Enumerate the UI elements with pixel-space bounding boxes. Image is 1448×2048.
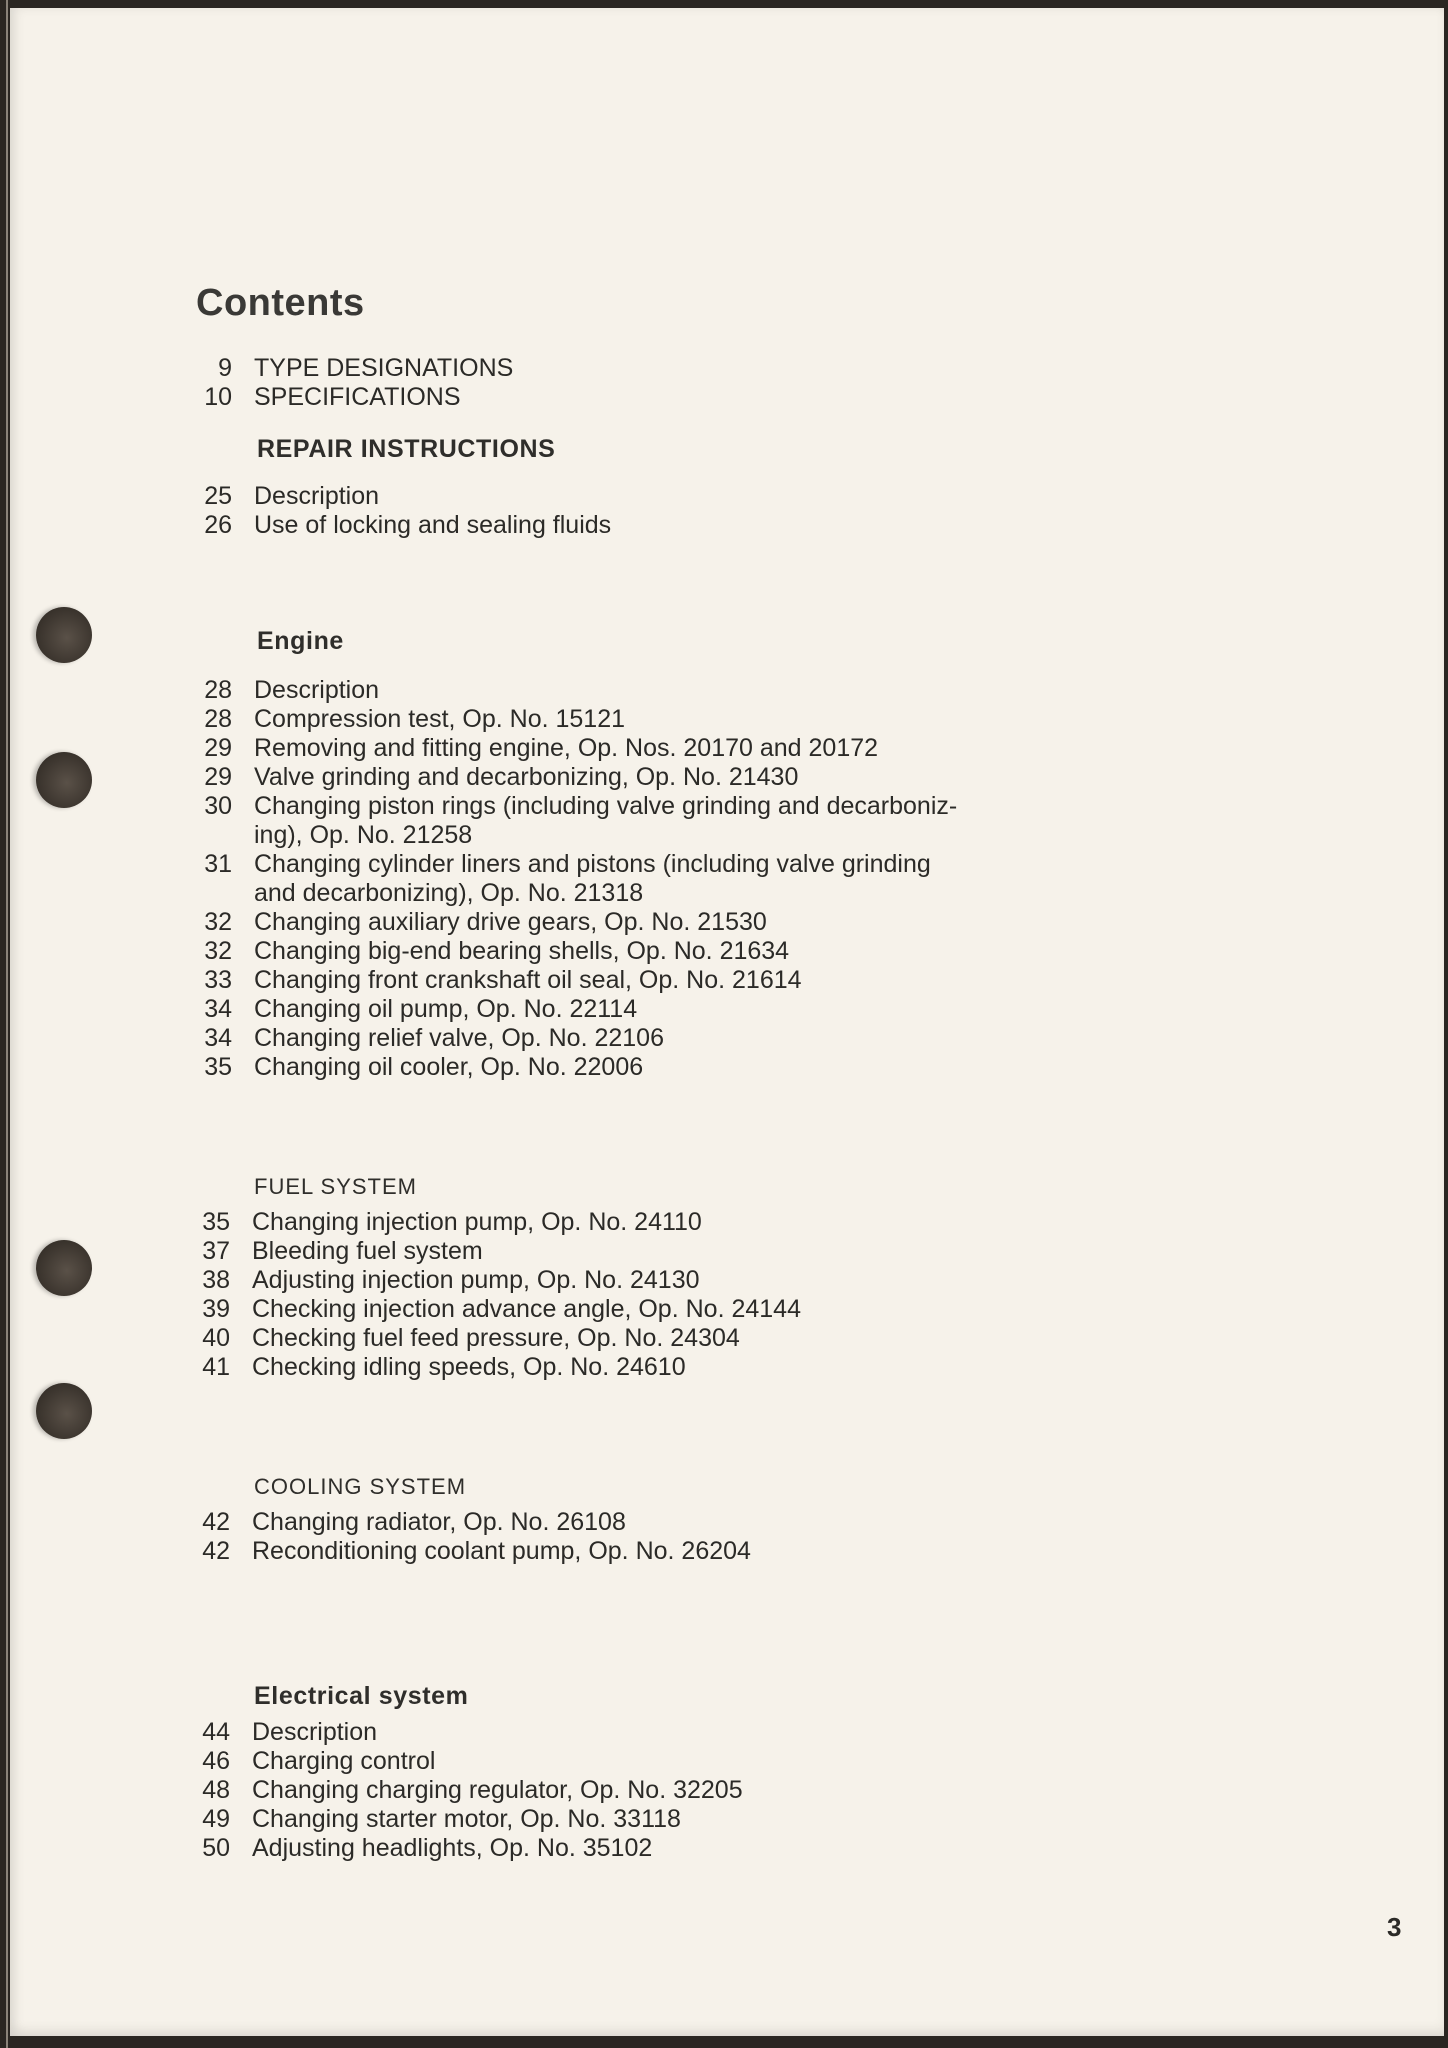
toc-entry-title: Changing auxiliary drive gears, Op. No. 21530 — [254, 908, 767, 936]
toc-entry-title: Checking injection advance angle, Op. No. 24144 — [252, 1295, 801, 1323]
toc-entry-title: SPECIFICATIONS — [254, 383, 461, 411]
toc-page-number: 49 — [202, 1805, 230, 1833]
toc-page-number: 42 — [202, 1508, 230, 1536]
toc-page-number: 29 — [204, 734, 232, 762]
toc-page-number: 38 — [202, 1266, 230, 1294]
toc-page-number: 44 — [202, 1718, 230, 1746]
toc-page-number: 9 — [218, 354, 232, 382]
section-heading-fuel: FUEL SYSTEM — [254, 1174, 417, 1199]
toc-entry-title: TYPE DESIGNATIONS — [254, 354, 514, 382]
section-heading-engine: Engine — [257, 627, 344, 655]
toc-page-number: 30 — [204, 792, 232, 820]
toc-page-number: 32 — [204, 937, 232, 965]
toc-entry-title: Charging control — [252, 1747, 436, 1775]
toc-entry-title: Changing big-end bearing shells, Op. No. 21634 — [254, 937, 790, 965]
toc-page-number: 40 — [202, 1324, 230, 1352]
toc-entry-title: Valve grinding and decarbonizing, Op. No. 21430 — [254, 763, 799, 791]
toc-entry-title: Changing radiator, Op. No. 26108 — [252, 1508, 626, 1536]
toc-page-number: 29 — [204, 763, 232, 791]
toc-page-number: 35 — [202, 1208, 230, 1236]
toc-entry-title: Reconditioning coolant pump, Op. No. 26204 — [252, 1537, 751, 1565]
toc-entry-title: Changing cylinder liners and pistons (including valve grinding — [254, 850, 931, 878]
toc-page-number: 48 — [202, 1776, 230, 1804]
punch-hole — [36, 607, 92, 663]
toc-entry-title: Description — [254, 482, 380, 510]
toc-entry-title-continued: ing), Op. No. 21258 — [254, 821, 473, 849]
toc-entry-title: Changing front crankshaft oil seal, Op. No. 21614 — [254, 966, 802, 994]
toc-page-number: 46 — [202, 1747, 230, 1775]
toc-page-number: 34 — [204, 1024, 232, 1052]
toc-page-number: 37 — [202, 1237, 230, 1265]
toc-page-number: 25 — [204, 482, 232, 510]
punch-hole — [36, 1240, 92, 1296]
toc-entry-title: Use of locking and sealing fluids — [254, 511, 612, 539]
section-heading-cooling: COOLING SYSTEM — [254, 1474, 467, 1499]
toc-page-number: 32 — [204, 908, 232, 936]
toc-page-number: 33 — [204, 966, 232, 994]
punch-hole — [36, 1383, 92, 1439]
section-heading-electrical: Electrical system — [254, 1682, 469, 1710]
toc-page-number: 28 — [204, 676, 232, 704]
toc-entry-title: Adjusting headlights, Op. No. 35102 — [252, 1834, 653, 1862]
toc-entry-title-continued: and decarbonizing), Op. No. 21318 — [254, 879, 644, 907]
toc-entry-title: Checking idling speeds, Op. No. 24610 — [252, 1353, 686, 1381]
toc-entry-title: Description — [254, 676, 380, 704]
punch-hole — [36, 752, 92, 808]
page-number: 3 — [1387, 1912, 1402, 1942]
toc-entry-title: Changing relief valve, Op. No. 22106 — [254, 1024, 664, 1052]
toc-entry-title: Description — [252, 1718, 378, 1746]
toc-page-number: 41 — [202, 1353, 230, 1381]
toc-entry-title: Changing starter motor, Op. No. 33118 — [252, 1805, 681, 1833]
toc-entry-title: Changing piston rings (including valve grinding and decarboniz- — [254, 792, 958, 820]
toc-entry-title: Changing oil cooler, Op. No. 22006 — [254, 1053, 644, 1081]
toc-page-number: 50 — [202, 1834, 230, 1862]
toc-entry-title: Bleeding fuel system — [252, 1237, 483, 1265]
toc-page-number: 39 — [202, 1295, 230, 1323]
toc-entry-title: Changing oil pump, Op. No. 22114 — [254, 995, 638, 1023]
page-title: Contents — [196, 282, 365, 324]
toc-entry-title: Checking fuel feed pressure, Op. No. 24304 — [252, 1324, 740, 1352]
page-edge — [6, 0, 8, 2048]
toc-entry-title: Compression test, Op. No. 15121 — [254, 705, 626, 733]
toc-page-number: 28 — [204, 705, 232, 733]
toc-page-number: 10 — [204, 383, 232, 411]
toc-page-number: 31 — [204, 850, 232, 878]
toc-page-number: 26 — [204, 511, 232, 539]
section-heading-repair: REPAIR INSTRUCTIONS — [257, 435, 556, 463]
toc-page-number: 42 — [202, 1537, 230, 1565]
toc-page-number: 35 — [204, 1053, 232, 1081]
toc-entry-title: Changing injection pump, Op. No. 24110 — [252, 1208, 702, 1236]
toc-entry-title: Changing charging regulator, Op. No. 32205 — [252, 1776, 743, 1804]
toc-page-number: 34 — [204, 995, 232, 1023]
toc-entry-title: Adjusting injection pump, Op. No. 24130 — [252, 1266, 700, 1294]
toc-entry-title: Removing and fitting engine, Op. Nos. 20170 and 20172 — [254, 734, 879, 762]
